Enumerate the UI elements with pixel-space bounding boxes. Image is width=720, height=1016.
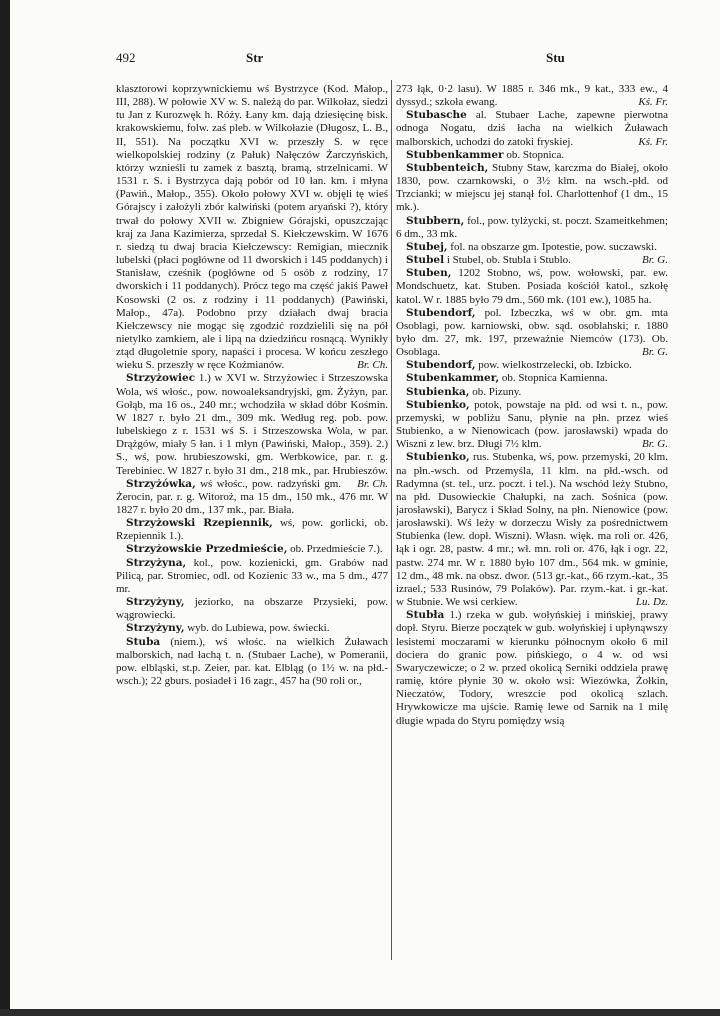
dictionary-entry — [396, 162, 668, 215]
entry-text: jeziorko, na obszarze Przysieki, pow. wągrowiecki. — [116, 596, 388, 622]
entry-headword: Strzyżyny, — [126, 622, 185, 635]
dictionary-entry — [396, 451, 668, 609]
entry-text: fol. na obszarze gm. Ipotestie, pow. suczawski. — [450, 240, 657, 253]
dictionary-entry — [396, 386, 668, 399]
entry-headword: Stubendorf, — [406, 306, 476, 319]
dictionary-entry — [396, 307, 668, 360]
entry-author-signature: Kś. Fr. — [638, 96, 668, 109]
dictionary-entry — [116, 557, 388, 596]
entry-headword: Stubienko, — [406, 451, 470, 464]
entry-headword: Stuben, — [406, 267, 452, 280]
entry-text: pow. wielkostrzelecki, ob. Izbicko. — [478, 359, 632, 372]
entry-author-signature: Br. G. — [642, 346, 668, 359]
entry-headword: Stubła — [406, 609, 445, 622]
entry-text: i Stubel, ob. Stubla i Stublo. — [446, 254, 571, 267]
entry-text: wś, pow. gorlicki, ob. Rzepiennik 1.). — [116, 517, 388, 543]
entry-text: wś włośc., pow. radzyński gm. Żerocin, par. r. g. Witoroż, ma 15 dm., 150 mk., 476 mr. W 1827 r. było 20 dm., 137 mk., par. Biała. — [116, 477, 388, 516]
dictionary-entry — [116, 517, 388, 543]
left-column — [116, 83, 388, 963]
dictionary-entry — [396, 372, 668, 385]
entry-headword: Strzyżyny, — [126, 596, 185, 609]
entry-text: klasztorowi koprzywnickiemu wś Bystrzyce (Kod. Małop., III, 288). W połowie XV w. S. należą do par. Wilkołaz, siedzi tu Jan z Kurozwęk h. Róży. Łany km. dają dziesięcinę bisk. krakowskiemu, folw. zaś pleb. w Wilkołazie (Długosz, L. B., II, 551). Na początku XVI w. przeszły S. w ręce wielkopolskiej rodziny (z Pałuk) Nałęczów Żarczyńskich, którzy wznieśli tu zamek z basztą, bramą, strzelnicami. W 1531 r. S. i Bystrzyca dają pobór od 10 łan. km. i młyna (Pawiń., Małop., 355). Około połowy XVI w. objęli tę wieś Górajscy i założyli zbór kalwiński (potem aryański ?), który trwał do połowy XVII w. Zbigniew Górajski, opuszczając kraj za Jana Kazimierza, sprzedał S. Kiełczewskim. W 1676 r. siedzą tu dwaj bracia Kiełczewscy: Remigian, miecznik lubelski (płaci pogłówne od 11 dworskich i 145 poddanych) i Stanisław, cześnik (pogłówne od 5 osób z rodziny, 17 dworskich i 11 poddanych). Prócz tego ma część jakiś Paweł Kosowski (2 os. z rodziny i 11 poddanych) (Pawiński, Małop., 47a). Podobno przy działach dwaj bracia Kiełczewscy nie mogąc się zgodzić rozdzielili się na pół nietylko zamkiem, ale i lipą na dziedzińcu rosnącą. Wynikły ztąd długoletnie spory, napaści i procesa. W końcu zeszłego wieku S. przeszły w ręce Koźmianów. — [116, 83, 388, 372]
scan-bottom-edge — [0, 1009, 720, 1016]
entry-headword: Stubel — [406, 254, 445, 267]
entry-text: potok, powstaje na płd. od wsi t. n., pow. przemyski, w pobliżu Sanu, płynie na płn. przez wieś Stubienko, a w Nienowicach (pow. jarosławski) wpada do Wiszni z lew. brz. Długi 7½ klm. — [396, 398, 668, 451]
entry-headword: Strzyżowskie Przedmieście, — [126, 543, 288, 556]
entry-headword: Stubendorf, — [406, 359, 476, 372]
entry-headword: Stubej, — [406, 240, 448, 253]
dictionary-entry — [396, 609, 668, 727]
entry-headword: Stubenkammer, — [406, 372, 500, 385]
entry-text: kol., pow. kozienicki, gm. Grabów nad Pilicą, par. Stromiec, odl. od Kozienic 33 w., ma 5 dm., 477 mr. — [116, 556, 388, 595]
entry-headword: Strzyżowiec — [126, 372, 196, 385]
dictionary-entry — [396, 359, 668, 372]
running-head-right: Stu — [546, 50, 565, 65]
page-number: 492 — [116, 50, 136, 65]
entry-author-signature: Br. G. — [642, 254, 668, 267]
entry-headword: Stuba — [126, 635, 161, 648]
entry-text: fol., pow. tylżycki, st. poczt. Szameitkehmen; 6 dm., 33 mk. — [396, 214, 668, 240]
entry-text: ob. Przedmieście 7.). — [290, 543, 383, 556]
entry-text: 1.) rzeka w gub. wołyńskiej i mińskiej, prawy dopł. Styru. Bierze początek w gub. wołyńskiej i upłynąwszy lesistemi moczarami w kierunku północnym około 6 mil dociera do granic pow. pińskiego, o 4 w. od wsi Swaryczewicze; o 2 w. przed okolicą Serniki oddziela prawę ramię, które płynie 30 w. około wsi: Wiezówka, Żołkin, Nieczatów, Todory, wreszcie pod okolicą szlach. Hrywkowicze ma ujście. Ramię lewe od Sarnik na 1 milę długie wpada do Styru pomiędzy wsią — [396, 609, 668, 727]
scan-left-edge — [0, 0, 10, 1016]
entry-text: 1202 Stobno, wś, pow. wołowski, par. ew. Mondschuetz, kat. Stuben. Posiada kościół katol., szkołę katol. W r. 1885 było 79 dm., 560 mk. (101 ew.), 1085 ha. — [396, 267, 668, 306]
entry-text: 273 łąk, 0·2 lasu). W 1885 r. 346 mk., 9 kat., 333 ew., 4 dyssyd.; szkoła ewang. — [396, 83, 668, 109]
entry-author-signature: Lu. Dz. — [635, 596, 668, 609]
entry-text: (niem.), wś włośc. na wielkich Żuławach malborskich, nad łachą t. n. (Stubaer Lache), w Pomeranii, pow. elbląski, st.p. Zeier, par. kat. Elbląg (o 1½ w. na płd.-wsch.); 22 gburs. posiadeł i 16 zagr., 457 ha (90 roli or., — [116, 635, 388, 688]
entry-headword: Strzyżyna, — [126, 556, 187, 569]
entry-headword: Stubienka, — [406, 385, 470, 398]
dictionary-entry — [116, 622, 388, 635]
entry-headword: Strzyżówka, — [126, 477, 196, 490]
dictionary-entry — [116, 636, 388, 689]
entry-text: ob. Pizuny. — [472, 385, 522, 398]
dictionary-entry — [396, 267, 668, 306]
entry-headword: Strzyżowski Rzepiennik, — [126, 517, 273, 530]
dictionary-entry — [396, 109, 668, 148]
entry-text: Stubny Staw, karczma do Białej, około 1830, pow. czarnkowski, o 3½ klm. na wsch.-płd. od Trzcianki; w miejscu jej stanął fol. Charlottenhof (1 dm., 15 mk.). — [396, 161, 668, 214]
entry-headword: Stubbern, — [406, 214, 465, 227]
dictionary-entry — [396, 149, 668, 162]
running-head-left: Str — [246, 50, 264, 65]
entry-headword: Stubienko, — [406, 398, 470, 411]
entry-text: rus. Stubenka, wś, pow. przemyski, 20 klm. na płn.-wsch. od Przemyśla, 11 klm. na płd.-wsch. od Radymna (st. tel., urz. poczt. i tel.). Na wschód leży Stubno, na płd. Dusowieckie Chałupki, na zach. Sośnica (pow. jarosławski), Barycz i Skład Solny, na płn. Nienowice (pow. jarosławski). Wś leży w dorzeczu Wisły za pośrednictwem Stubienka (lew. dopł. Wiszni). Własn. więk. ma roli or. 426, łąk i ogr. 28, pastw. 4 mr.; wł. mn. roli or. 476, łąk i ogr. 22, pastw. 274 mr. W r. 1880 było 107 dm., 564 mk. w gminie, 12 dm., 48 mk. na obsz. dwor. (513 gr.-kat., 66 rzym.-kat., 35 izrael.; 533 Rusinów, 79 Polaków). Par. rzym.-kat. i gr.-kat. w Stubnie. We wsi cerkiew. — [396, 451, 668, 609]
page-header — [116, 50, 676, 74]
entry-text: wyb. do Lubiewa, pow. świecki. — [187, 622, 330, 635]
entry-headword: Stubbenkammer — [406, 148, 504, 161]
entry-author-signature: Br. Ch. — [357, 359, 388, 372]
entry-author-signature: Br. Ch. — [357, 477, 388, 490]
right-column — [396, 83, 668, 963]
entry-text: ob. Stopnica. — [506, 148, 565, 161]
entry-headword: Stubasche — [406, 109, 467, 122]
entry-headword: Stubbenteich, — [406, 161, 489, 174]
dictionary-entry — [116, 596, 388, 622]
dictionary-entry — [396, 83, 668, 109]
entry-author-signature: Br. G. — [642, 438, 668, 451]
dictionary-entry — [396, 215, 668, 241]
dictionary-entry — [396, 399, 668, 452]
column-divider — [391, 80, 392, 960]
dictionary-entry — [116, 83, 388, 372]
entry-text: 1.) w XVI w. Strzyżowiec i Strzeszowska Wola, wś włośc., pow. nowoaleksandryjski, gm. Żyżyn, par. Gołąb, ma 16 os., 240 mr.; wchodziła w skład dóbr Kośmin. W 1827 r. było 21 dm., 309 mk. Według reg. pob. pow. lubelskiego z r. 1531 wś S. i Strzeszowska Wola, w par. Drążgów, miały 5 łan. i 1 młyn (Pawiński, Małop., 359). 2.) S., wś, pow. hrubieszowski, gm. Werbkowice, par. r. g. Terebiniec. W 1827 r. było 31 dm., 218 mk., par. Hrubieszów. — [116, 372, 388, 477]
entry-text: ob. Stopnica Kamienna. — [501, 372, 608, 385]
entry-author-signature: Kś. Fr. — [638, 135, 668, 148]
dictionary-entry — [116, 543, 388, 556]
entry-text: pol. Izbeczka, wś w obr. gm. mta Osoblagi, pow. karniowski, obw. sąd. osoblahski; r. 1880 było dm. 27, mk. 197, przeważnie Niemców (173). Ob. Osoblaga. — [396, 306, 668, 359]
entry-text: al. Stubaer Lache, zapewne pierwotna odnoga Nogatu, dziś łacha na wielkich Żuławach malborskich, uchodzi do zatoki fryskiej. — [396, 109, 668, 148]
